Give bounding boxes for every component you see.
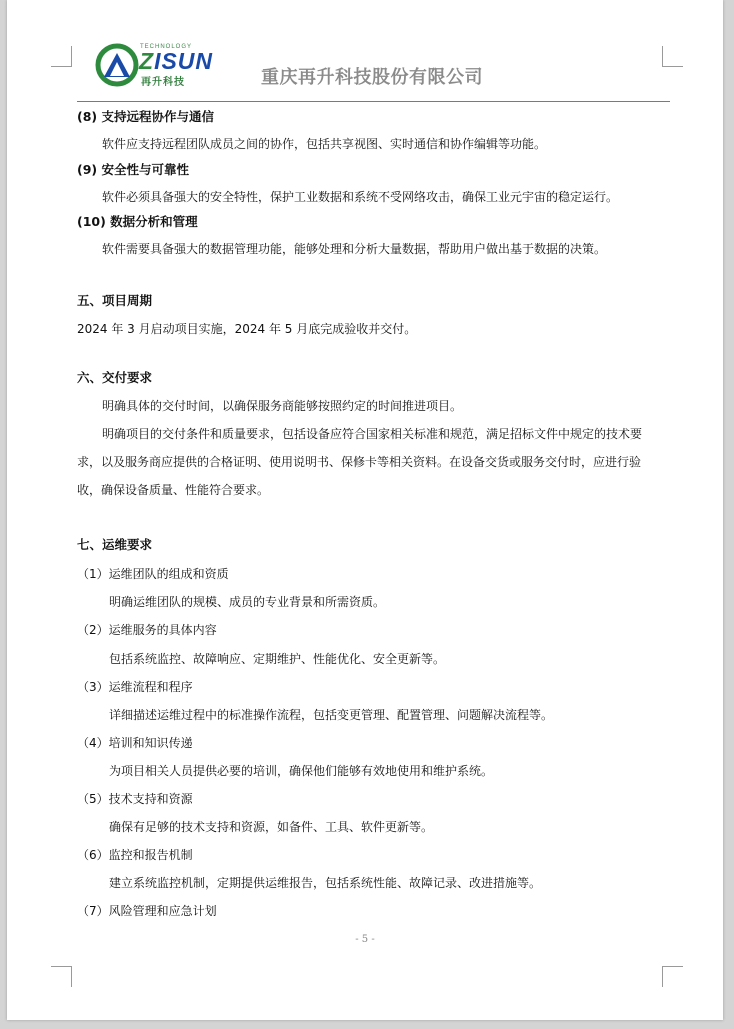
heading-operations: 七、运维要求: [77, 537, 153, 552]
ops-item-3-body: 详细描述运维过程中的标准操作流程，包括变更管理、配置管理、问题解决流程等。: [109, 708, 554, 722]
logo-wordmark: [139, 49, 213, 73]
crop-mark-top-left: [51, 46, 72, 67]
section-8-body: 软件应支持远程团队成员之间的协作，包括共享视图、实时通信和协作编辑等功能。: [102, 137, 547, 151]
ops-item-2-body: 包括系统监控、故障响应、定期维护、性能优化、安全更新等。: [109, 652, 446, 666]
page-number: - 5 -: [355, 934, 375, 945]
ops-item-4-title: （4）培训和知识传递: [77, 736, 193, 750]
section-8-title: (8) 支持远程协作与通信: [77, 109, 214, 124]
section-9-body: 软件必须具备强大的安全特性，保护工业数据和系统不受网络攻击，确保工业元宇宙的稳定运行。: [102, 190, 619, 204]
ops-item-5-title: （5）技术支持和资源: [77, 792, 193, 806]
header-divider: [77, 101, 670, 102]
delivery-paragraph-2-line-2: 求，以及服务商应提供的合格证明、使用说明书、保修卡等相关资料。在设备交货或服务交付时，应进行验: [77, 455, 642, 469]
ops-item-1-body: 明确运维团队的规模、成员的专业背景和所需资质。: [109, 595, 386, 609]
ops-item-4-body: 为项目相关人员提供必要的培训，确保他们能够有效地使用和维护系统。: [109, 764, 494, 778]
delivery-paragraph-1: 明确具体的交付时间，以确保服务商能够按照约定的时间推进项目。: [102, 399, 463, 413]
ops-item-1-title: （1）运维团队的组成和资质: [77, 567, 229, 581]
project-period-body: 2024 年 3 月启动项目实施，2024 年 5 月底完成验收并交付。: [77, 322, 417, 336]
crop-mark-bottom-left: [51, 966, 72, 987]
delivery-paragraph-2-line-3: 收，确保设备质量、性能符合要求。: [77, 483, 270, 497]
company-name: 重庆再升科技股份有限公司: [261, 67, 483, 88]
logo-chinese-name: 再升科技: [141, 77, 185, 88]
section-10-body: 软件需要具备强大的数据管理功能，能够处理和分析大量数据，帮助用户做出基于数据的决策。: [102, 242, 607, 256]
ops-item-6-body: 建立系统监控机制，定期提供运维报告，包括系统性能、故障记录、改进措施等。: [109, 876, 542, 890]
ops-item-3-title: （3）运维流程和程序: [77, 680, 193, 694]
crop-mark-bottom-right: [662, 966, 683, 987]
company-logo-icon: [95, 43, 139, 87]
logo-wordmark-rest: ISUN: [154, 48, 214, 74]
section-9-title: (9) 安全性与可靠性: [77, 162, 189, 177]
ops-item-5-body: 确保有足够的技术支持和资源，如备件、工具、软件更新等。: [109, 820, 434, 834]
page-header: [85, 42, 671, 102]
section-10-title: (10) 数据分析和管理: [77, 214, 198, 229]
heading-project-period: 五、项目周期: [77, 293, 153, 308]
ops-item-2-title: （2）运维服务的具体内容: [77, 623, 217, 637]
logo-technology-text: TECHNOLOGY: [140, 44, 193, 50]
document-page: [7, 0, 723, 1020]
heading-delivery: 六、交付要求: [77, 370, 153, 385]
logo-wordmark-z: Z: [139, 48, 155, 74]
delivery-paragraph-2-line-1: 明确项目的交付条件和质量要求，包括设备应符合国家相关标准和规范，满足招标文件中规定的技术要: [102, 427, 643, 441]
ops-item-7-title: （7）风险管理和应急计划: [77, 904, 217, 918]
ops-item-6-title: （6）监控和报告机制: [77, 848, 193, 862]
